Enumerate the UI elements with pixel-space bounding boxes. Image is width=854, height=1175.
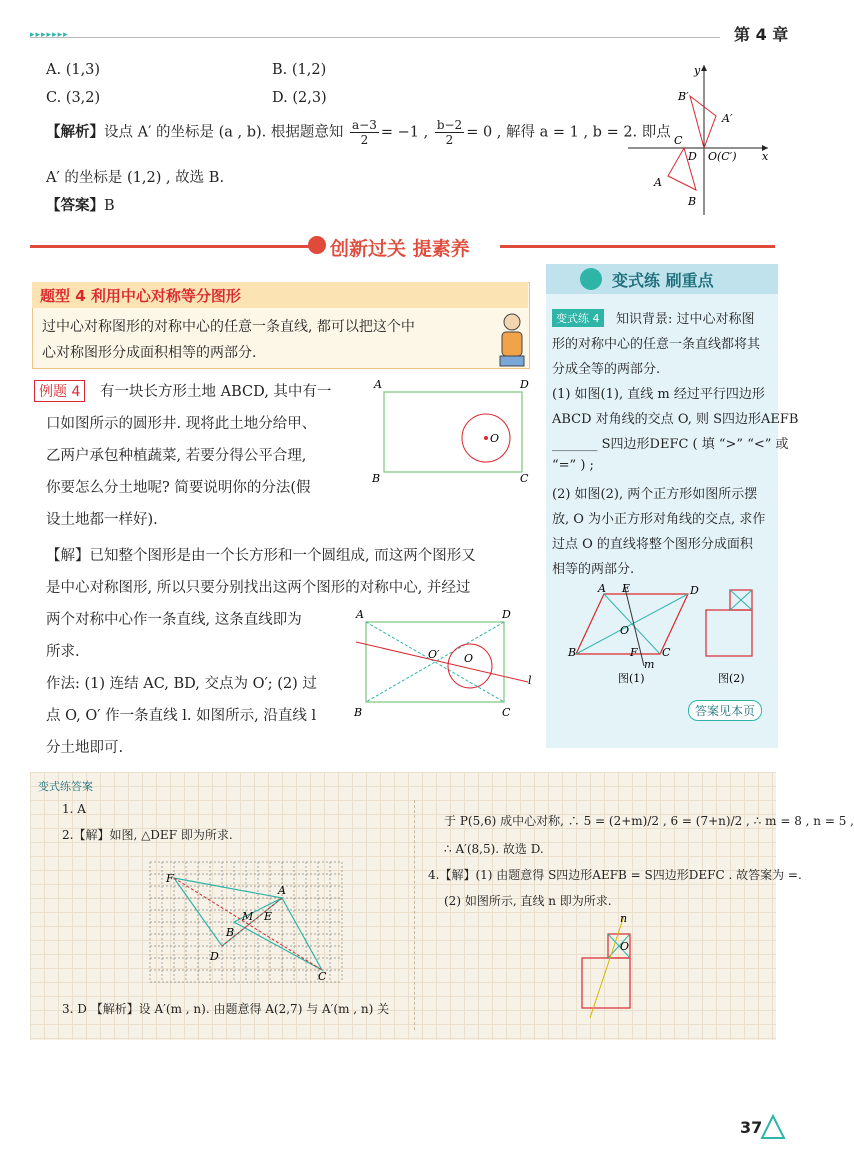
page-number: 37 xyxy=(740,1118,763,1137)
svg-text:l: l xyxy=(528,674,532,687)
analysis-line-1 xyxy=(46,118,671,147)
section-title: 创新过关 提素养 xyxy=(330,238,470,260)
answer-3-cont: 于 P(5,6) 成中心对称, ∴ 5 = (2+m)/2 , 6 = (7+n)/2 , ∴ m = 8 , n = 5 , xyxy=(444,814,854,828)
svg-text:A: A xyxy=(356,608,364,621)
topic-text-2: 心对称图形分成面积相等的两部分. xyxy=(42,345,257,361)
two-squares-answer-figure xyxy=(568,910,648,1020)
sidebar-text-11: 相等的两部分. xyxy=(552,562,635,577)
thinker-illustration-icon xyxy=(492,310,532,370)
option-b: B. (1,2) xyxy=(272,62,327,78)
svg-text:E: E xyxy=(264,910,273,923)
rectangle-well-figure xyxy=(370,374,540,494)
solution-text-4: 所求. xyxy=(46,644,80,660)
answers-divider xyxy=(414,800,415,1030)
svg-text:A: A xyxy=(374,378,382,391)
sidebar-badge-icon xyxy=(580,268,602,290)
example-text-5: 设土地都一样好). xyxy=(46,512,158,528)
answers-label: 变式练答案 xyxy=(38,780,93,793)
topic-title: 题型 4 利用中心对称等分图形 xyxy=(40,287,241,305)
answer-line xyxy=(46,194,115,215)
sidebar-text-10: 过点 O 的直线将整个图形分成面积 xyxy=(552,537,753,552)
analysis-line-2: A′ 的坐标是 (1,2) , 故选 B. xyxy=(46,170,225,186)
svg-text:M: M xyxy=(242,910,254,923)
svg-text:m: m xyxy=(644,658,655,671)
svg-text:B: B xyxy=(568,646,577,659)
answer-1: 1. A xyxy=(62,802,86,816)
sidebar-text-3: 分成全等的两部分. xyxy=(552,362,661,377)
svg-text:O: O xyxy=(620,624,630,637)
point-a: A xyxy=(654,176,662,189)
sidebar-text-4: (1) 如图(1), 直线 m 经过平行四边形 xyxy=(552,387,765,402)
solution-text-5: 作法: (1) 连结 AC, BD, 交点为 O′; (2) 过 xyxy=(46,676,317,692)
sidebar-text-9: 放, O 为小正方形对角线的交点, 求作 xyxy=(552,512,766,527)
svg-text:C: C xyxy=(318,970,327,983)
header-rule xyxy=(30,37,720,38)
sidebar-exercise-badge: 变式练 4 xyxy=(552,309,604,327)
solution-text-6: 点 O, O′ 作一条直线 l. 如图所示, 沿直线 l xyxy=(46,708,317,724)
answer-2: 2.【解】如图, △DEF 即为所求. xyxy=(62,828,233,842)
svg-text:D: D xyxy=(210,950,219,963)
chapter-label: 第 4 章 xyxy=(734,25,789,44)
fraction-1: $\frac{a-3}{2}$ xyxy=(352,118,377,147)
analysis-text-1: 设点 A′ 的坐标是 (a , b). 根据题意知 xyxy=(104,124,344,141)
option-d: D. (2,3) xyxy=(272,90,327,106)
sidebar-text-1: 知识背景: 过中心对称图 xyxy=(616,312,755,327)
section-rule-left xyxy=(30,245,310,248)
solution-text-7: 分土地即可. xyxy=(46,740,124,756)
solution-text-3: 两个对称中心作一条直线, 这条直线即为 xyxy=(46,612,302,628)
axis-x-label: x xyxy=(762,150,769,163)
answer-4-part-2: (2) 如图所示, 直线 n 即为所求. xyxy=(444,894,612,908)
figure-1-caption: 图(1) xyxy=(618,672,645,685)
svg-text:A: A xyxy=(598,582,606,595)
svg-text:O: O xyxy=(464,652,474,665)
sidebar-text-2: 形的对称中心的任意一条直线都将其 xyxy=(552,337,761,352)
point-a-prime: A′ xyxy=(722,112,733,125)
svg-text:B: B xyxy=(372,472,381,485)
sidebar-title: 变式练 刷重点 xyxy=(612,271,714,290)
analysis-text-2: = 0 , 解得 a = 1 , b = 2. 即点 xyxy=(466,124,671,141)
svg-text:D: D xyxy=(690,584,699,597)
example-badge: 例题 4 xyxy=(34,380,85,402)
option-a: A. (1,3) xyxy=(46,62,101,78)
example-text-2: 口如图所示的圆形井. 现将此土地分给甲、 xyxy=(46,416,317,432)
point-d: D xyxy=(688,150,697,163)
analysis-mid: = −1 , xyxy=(380,124,429,141)
svg-text:O: O xyxy=(620,940,630,953)
axis-y-label: y xyxy=(694,64,701,77)
example-text-3: 乙两户承包种植蔬菜, 若要分得公平合理, xyxy=(46,448,307,464)
svg-text:C: C xyxy=(662,646,671,659)
sidebar-text-5: ABCD 对角线的交点 O, 则 S四边形AEFB xyxy=(552,412,799,427)
sidebar-figures xyxy=(566,580,776,690)
point-c: C xyxy=(674,134,683,147)
sidebar-text-6: _______ S四边形DEFC ( 填 “>” “<” 或 xyxy=(552,437,789,452)
point-o: O(C′) xyxy=(708,150,737,163)
analysis-label: 【解析】 xyxy=(46,123,104,141)
point-b-prime: B′ xyxy=(678,90,689,103)
svg-text:C: C xyxy=(520,472,529,485)
svg-text:O: O xyxy=(490,432,500,445)
answer-label: 【答案】 xyxy=(46,197,104,214)
svg-text:O′: O′ xyxy=(428,648,440,661)
svg-text:n: n xyxy=(620,912,628,925)
answer-3-result: ∴ A′(8,5). 故选 D. xyxy=(444,842,544,856)
answer-see-link[interactable]: 答案见本页 xyxy=(688,700,762,721)
example-text-1: 有一块长方形土地 ABCD, 其中有一 xyxy=(100,384,332,400)
svg-text:D: D xyxy=(520,378,529,391)
solution-text-2: 是中心对称图形, 所以只要分别找出这两个图形的对称中心, 并经过 xyxy=(46,580,471,596)
header-arrows: ▸▸▸▸▸▸▸ xyxy=(30,30,69,40)
grid-triangle-figure xyxy=(146,858,346,986)
svg-text:F: F xyxy=(630,646,638,659)
sidebar-text-8: (2) 如图(2), 两个正方形如图所示摆 xyxy=(552,487,758,502)
sidebar-text-7: “=” ) ; xyxy=(552,458,594,473)
answer-4-part-1: 4.【解】(1) 由题意得 S四边形AEFB = S四边形DEFC . 故答案为 =. xyxy=(428,868,802,882)
coordinate-figure xyxy=(628,60,778,220)
topic-text-1: 过中心对称图形的对称中心的任意一条直线, 都可以把这个中 xyxy=(42,319,415,335)
page-mascot-icon xyxy=(760,1114,786,1140)
rectangle-division-figure xyxy=(352,604,542,724)
svg-text:A: A xyxy=(278,884,286,897)
example-text-4: 你要怎么分土地呢? 简要说明你的分法(假 xyxy=(46,480,311,496)
option-c: C. (3,2) xyxy=(46,90,101,106)
svg-text:B: B xyxy=(354,706,363,719)
section-icon xyxy=(308,236,326,254)
svg-text:E: E xyxy=(622,582,631,595)
fraction-2: $\frac{b-2}{2}$ xyxy=(436,118,463,147)
solution-text-1: 【解】已知整个图形是由一个长方形和一个圆组成, 而这两个图形又 xyxy=(46,548,476,564)
svg-text:D: D xyxy=(502,608,511,621)
svg-text:C: C xyxy=(502,706,511,719)
answer-3: 3. D 【解析】设 A′(m , n). 由题意得 A(2,7) 与 A′(m , n) 关 xyxy=(62,1002,390,1016)
svg-text:B: B xyxy=(226,926,235,939)
point-b: B xyxy=(688,195,697,208)
section-rule-right xyxy=(500,245,775,248)
answer-value: B xyxy=(104,198,115,214)
figure-2-caption: 图(2) xyxy=(718,672,745,685)
svg-text:F: F xyxy=(166,872,174,885)
